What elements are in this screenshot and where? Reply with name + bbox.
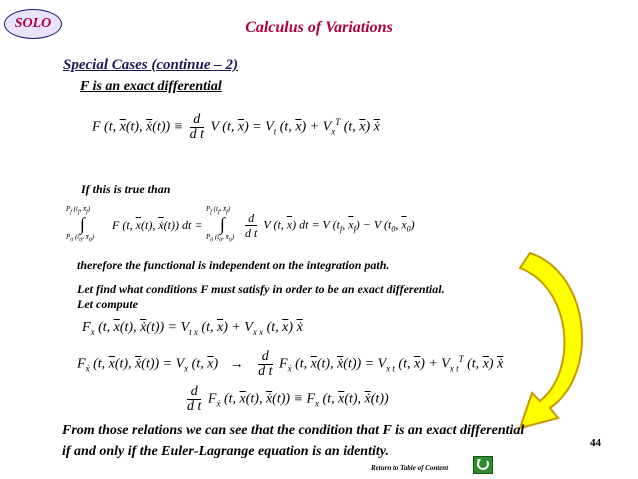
- equation-1: F (t, $\overline{x}(t)$, $\overline{ẋ}(t)$) ≡ $\frac{d}{\text{d t}}$ V (t, $\overline{x}) = V_t$ (t, $\overline{x}) + V_x^T$ (t, $\overline{x}$) $\overline{ẋ}$: [92, 112, 380, 142]
- page-title: Calculus of Variations: [245, 19, 393, 36]
- if-true-text: If this is true than: [81, 182, 171, 196]
- section-subtitle: Special Cases (continue – 2): [63, 57, 238, 73]
- curved-arrow-icon: [490, 243, 600, 443]
- equation-2: $P_f$ ($t_f$, $x̄_f$) ∫ $P_0$ ($t_0$, $x̄_0$) F (t, $\overline{x}(t)$, $\overline{ẋ}(t)$) dt = $P_f$ ($t_f$, $x̄_f$) ∫ $P_0$ ($t_0$, $x̄_0$) $\frac{d}{\text{d t}}$ V (t, $\overline{x}$) dt = V ($t_f$, $\overline{x}_f) - V$ ($t_0$, $\overline{x}_0$): [66, 205, 415, 244]
- therefore-text: therefore the functional is independent on the integration path.: [77, 258, 390, 272]
- page-number: 44: [590, 437, 601, 449]
- conclusion-text: From those relations we can see that the condition that F is an exact differential if and only if the Euler-Lagrange equation is an identity.: [62, 423, 525, 459]
- toc-link[interactable]: Return to Table of Content: [371, 464, 449, 472]
- return-button[interactable]: [473, 456, 493, 474]
- equation-4: $F_ẋ$ (t, $\overline{x}(t)$, $\overline{ẋ}(t)) = V_x$ (t, $\overline{x}$) → $\frac{d}{\text{d t}}$ $F_ẋ$ (t, $\overline{x}(t)$, $\overline{ẋ}(t)) = V_{x t}$ (t, $\overline{x}) + V_{x t}^T$ (t, $\overline{x}$) $\overline{ẋ}$: [77, 349, 504, 379]
- let-compute-text: Let compute: [77, 297, 138, 311]
- equation-3: $F_x$ (t, $\overline{x}(t)$, $\overline{ẋ}(t)) = V_{t x}$ (t, $\overline{x}) + V_{x x}$ (t, $\overline{x}$) $\overline{ẋ}$: [82, 320, 303, 337]
- let-find-text: Let find what conditions F must satisfy in order to be an exact differential.: [77, 282, 445, 296]
- equation-5: $\frac{d}{\text{d t}}$ $F_ẋ$ (t, $\overline{x}(t)$, $\overline{ẋ}(t)) \equiv F_x$ (t, $\overline{x}(t)$, $\overline{ẋ}(t)$): [187, 384, 389, 414]
- solo-badge-label: SOLO: [14, 16, 52, 31]
- section-heading: F is an exact differential: [80, 79, 222, 94]
- return-icon: [476, 459, 490, 471]
